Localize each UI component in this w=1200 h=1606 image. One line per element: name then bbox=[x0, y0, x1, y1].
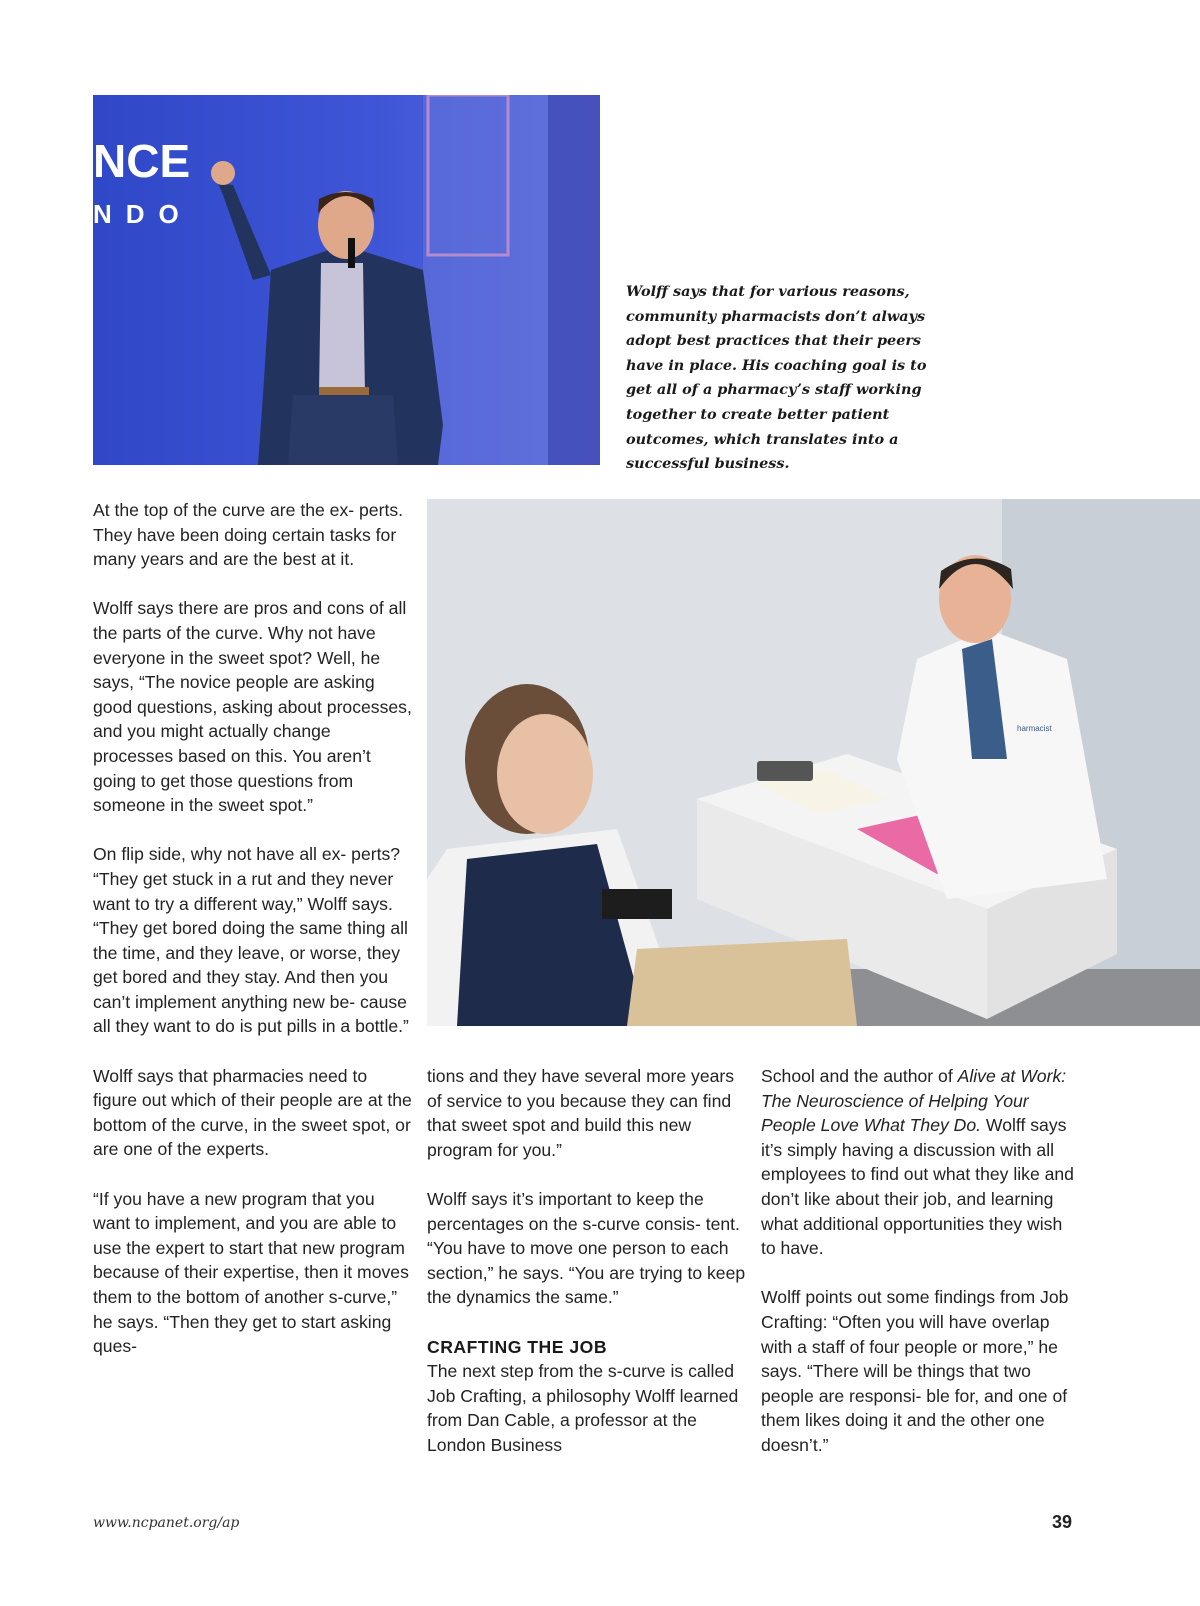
paragraph: tions and they have several more years of service to you because they can find that sweet spot and build this new program for you.” bbox=[427, 1066, 735, 1160]
speaker-photo-graphic bbox=[93, 95, 600, 465]
paragraph: On flip side, why not have all ex- perts? “They get stuck in a rut and they never want to try a different way,” Wolff says. “They get bored doing the same thing all the time, and they leave, or worse, they get bored and they stay. And then you can’t implement anything new be- cause all they want to do is put pills in a bottle.” bbox=[93, 844, 409, 1037]
photo-caption: Wolff says that for various reasons, community pharmacists don’t always adopt best practices that their peers have in place. His coaching goal is to get all of a pharmacy’s staff working together to create better patient outcomes, which translates into a successful business. bbox=[626, 283, 927, 473]
consultation-photo-graphic bbox=[427, 499, 1200, 1026]
article-column-2 bbox=[427, 1064, 747, 1458]
paragraph-text: Wolff says it’s simply having a discussion with all employees to find out what they like and don’t like about their job, and learning what additional opportunities they wish to have. bbox=[761, 1115, 1074, 1259]
article-column-3 bbox=[761, 1064, 1081, 1458]
paragraph: “If you have a new program that you want to implement, and you are able to use the expert to start that new program because of their expertise, then it moves them to the bottom of another s-curve,” he says. “Then they get to start asking ques- bbox=[93, 1188, 409, 1357]
paragraph: Wolff says it’s important to keep the percentages on the s-curve consis- tent. “You have to move one person to each section,” he says. “You are trying to keep the dynamics the same.” bbox=[427, 1188, 746, 1308]
paragraph bbox=[761, 1064, 1081, 1261]
paragraph: At the top of the curve are the ex- perts. They have been doing certain tasks for many years and are the best at it. bbox=[93, 500, 404, 570]
book-title: Alive at Work: The Neuroscience of Helping Your People Love What They Do. bbox=[761, 1066, 1067, 1136]
stage-banner-subtext: NDO bbox=[93, 199, 193, 229]
paragraph: Wolff points out some findings from Job Crafting: “Often you will have overlap with a staff of four people or more,” he says. “There will be things that two people are responsi- ble for, and one of them likes doing it and the other one doesn’t.” bbox=[761, 1287, 1069, 1455]
footer-url: www.ncpanet.org/ap bbox=[93, 1515, 240, 1531]
paragraph: The next step from the s-curve is called Job Crafting, a philosophy Wolff learned from Dan Cable, a professor at the London Business bbox=[427, 1361, 739, 1455]
paragraph: Wolff says there are pros and cons of all the parts of the curve. Why not have everyone in the sweet spot? Well, he says, “The novice people are asking good questions, asking about processes, and you might actually change processes based on this. You aren’t going to get those questions from someone in the sweet spot.” bbox=[93, 598, 412, 816]
section-heading: CRAFTING THE JOB bbox=[427, 1336, 608, 1357]
paragraph-text: School and the author of bbox=[761, 1066, 958, 1086]
paragraph: Wolff says that pharmacies need to figure out which of their people are at the bottom of the curve, in the sweet spot, or are one of the experts. bbox=[93, 1065, 412, 1160]
page-number: 39 bbox=[1051, 1512, 1072, 1532]
pharmacist-consultation-photo bbox=[427, 499, 1200, 1026]
coat-embroidery: harmacist bbox=[1017, 724, 1052, 733]
speaker-on-stage-photo bbox=[93, 95, 600, 465]
stage-banner-text: NCE bbox=[93, 135, 191, 187]
article-column-1 bbox=[93, 498, 413, 1359]
